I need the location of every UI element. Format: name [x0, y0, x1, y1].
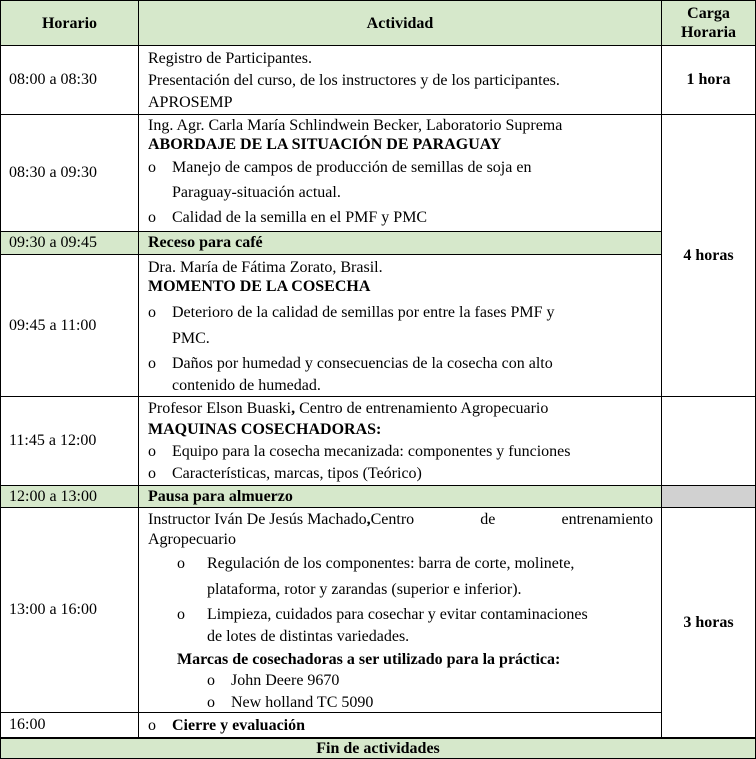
row5-time: 11:45 a 12:00	[0, 396, 139, 486]
row5-speaker: Profesor Elson Buaski, Centro de entrenamiento Agropecuario	[148, 400, 549, 417]
row4-speaker: Dra. María de Fátima Zorato, Brasil.	[148, 259, 383, 276]
bullet-icon: o	[207, 694, 215, 711]
row7-time: 13:00 a 16:00	[0, 507, 139, 713]
row7-speaker: Instructor Iván De Jesús Machado , Centro de entrenamiento	[148, 511, 653, 528]
bullet-icon: o	[148, 304, 156, 321]
row4-activity	[138, 254, 662, 397]
bullet-icon: o	[148, 465, 156, 482]
bullet-icon: o	[207, 672, 215, 689]
row2-speaker: Ing. Agr. Carla María Schlindwein Becker, Laboratorio Suprema	[148, 117, 563, 134]
header-activity: Actividad	[138, 0, 662, 46]
header-load-line1: Carga	[687, 5, 730, 22]
row5-bullet1: o Equipo para la cosecha mecanizada: componentes y funciones	[148, 443, 571, 460]
row1-line3: APROSEMP	[148, 94, 233, 111]
row6-time: 12:00 a 13:00	[0, 485, 139, 508]
bullet-icon: o	[148, 209, 156, 226]
bullet-icon: o	[148, 355, 156, 372]
row2-activity	[138, 114, 662, 232]
row4-bullet1: o Deterioro de la calidad de semillas por entre la fases PMF y	[148, 304, 555, 321]
row6-activity	[138, 485, 662, 508]
row4-bullet2: o Daños por humedad y consecuencias de la cosecha con alto	[148, 355, 553, 372]
bullet-icon: o	[148, 717, 156, 734]
row7-bullet1: o Regulación de los componentes: barra de corte, molinete,	[177, 555, 575, 572]
row5-activity	[138, 396, 662, 486]
bullet-icon: o	[177, 555, 185, 572]
row7-activity	[138, 507, 662, 713]
row1-line1: Registro de Participantes.	[148, 50, 312, 67]
load-3h: 3 horas	[661, 507, 756, 738]
row7-speaker-cont: Agropecuario	[148, 531, 236, 548]
row3-activity	[138, 231, 662, 255]
row1-load: 1 hora	[661, 45, 756, 115]
row4-title: MOMENTO DE LA COSECHA	[148, 278, 371, 295]
row1-activity	[138, 45, 662, 115]
row6-label: Pausa para almuerzo	[148, 488, 293, 505]
row7-bullet2: o Limpieza, cuidados para cosechar y evitar contaminaciones	[177, 606, 588, 623]
header-load	[661, 0, 756, 46]
row7-brands-title: Marcas de cosechadoras a ser utilizado para la práctica:	[177, 651, 561, 668]
footer-end-of-activities: Fin de actividades	[0, 737, 756, 759]
row7-bullet2-cont: de lotes de distintas variedades.	[207, 628, 410, 645]
row1-time: 08:00 a 08:30	[0, 45, 139, 115]
row7-brand1: o John Deere 9670	[207, 672, 340, 689]
row7-brand2: o New holland TC 5090	[207, 694, 374, 711]
row2-bullet2: o Calidad de la semilla en el PMF y PMC	[148, 209, 428, 226]
row5-bullet2: o Características, marcas, tipos (Teórico)	[148, 465, 422, 482]
row2-title: ABORDAJE DE LA SITUACIÓN DE PARAGUAY	[148, 136, 502, 153]
load-4h: 4 horas	[661, 114, 756, 397]
bullet-icon: o	[177, 606, 185, 623]
header-time: Horario	[0, 0, 139, 46]
row2-time: 08:30 a 09:30	[0, 114, 139, 232]
row7-bullet1-cont: plataforma, rotor y zarandas (superior e inferior).	[207, 581, 522, 598]
row8-time: 16:00	[0, 712, 139, 738]
header-load-line2: Horaria	[680, 24, 737, 41]
row8-label: o Cierre y evaluación	[148, 717, 306, 734]
row2-bullet1-cont: Paraguay-situación actual.	[172, 184, 341, 201]
row2-bullet1: o Manejo de campos de producción de semillas de soja en	[148, 159, 532, 176]
row3-label: Receso para café	[148, 234, 263, 251]
bullet-icon: o	[148, 159, 156, 176]
row8-activity	[138, 712, 662, 738]
row4-bullet2-cont: contenido de humedad.	[172, 377, 321, 394]
row1-line2: Presentación del curso, de los instructores y de los participantes.	[148, 72, 560, 89]
row3-time: 09:30 a 09:45	[0, 231, 139, 255]
row5-load	[661, 396, 756, 486]
row4-bullet1-cont: PMC.	[172, 330, 210, 347]
row5-title: MAQUINAS COSECHADORAS:	[148, 421, 382, 438]
bullet-icon: o	[148, 443, 156, 460]
row6-load	[661, 485, 756, 508]
row4-time: 09:45 a 11:00	[0, 254, 139, 397]
